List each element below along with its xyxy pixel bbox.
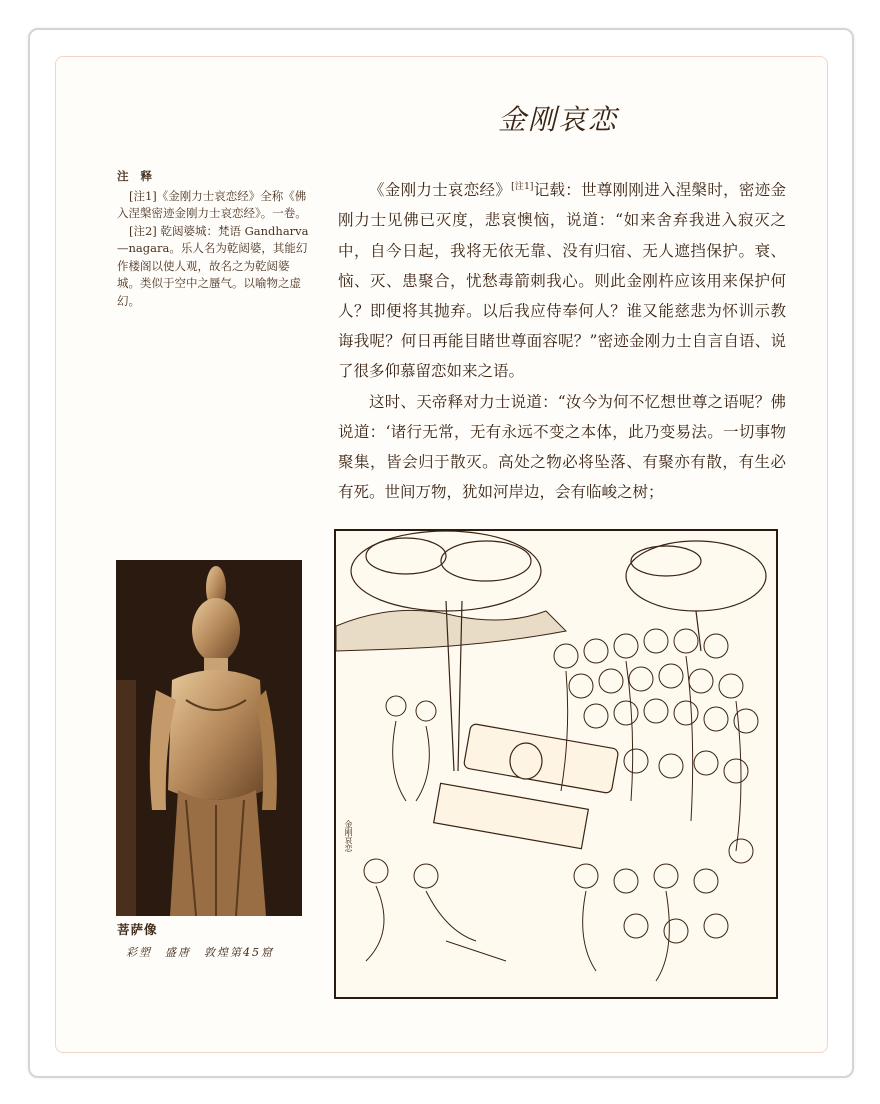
bodhisattva-statue-photo [116, 560, 302, 916]
woodcut-image [336, 531, 776, 997]
note-2: [注2] 乾闼婆城：梵语 Gandharva—nagara。乐人名为乾闼婆，其能幻作楼阁以使人观，故名之为乾闼婆城。类似于空中之蜃气。以喻物之虚幻。 [117, 223, 309, 308]
statue-image [116, 560, 302, 916]
notes-heading: 注 释 [117, 169, 157, 183]
sutra-title: 《金刚力士哀恋经》 [369, 181, 512, 200]
statue-caption: 菩萨像 [117, 922, 158, 937]
statue-subcaption: 彩塑 盛唐 敦煌第45窟 [126, 946, 274, 959]
woodcut-vertical-label: 金刚哀恋 [344, 820, 353, 852]
paragraph-1-text: 记载：世尊刚刚进入涅槃时，密迹金刚力士见佛已灭度，悲哀懊恼，说道：“如来舍弃我进入寂灭之中，自今日起，我将无依无靠、没有归宿、无人遮挡保护。衰、恼、灭、患聚合，忧愁毒箭刺我心。则此金刚杵应该用来保护何人？即便将其抛弃。以后我应侍奉何人？谁又能慈悲为怀训示教诲我呢？何日再能目睹世尊面容呢？”密迹金刚力士自言自语、说了很多仰慕留恋如来之语。 [338, 181, 786, 381]
footnote-ref: [注1] [511, 182, 534, 192]
note-1: [注1]《金刚力士哀恋经》全称《佛入涅槃密迹金刚力士哀恋经》。一卷。 [117, 188, 307, 220]
paragraph-2: 这时、天帝释对力士说道：“汝今为何不忆想世尊之语呢？佛说道：‘诸行无常，无有永远不变之本体，此乃变易法。一切事物聚集，皆会归于散灭。高处之物必将坠落、有聚亦有散，有生必有死。世间万物，犹如河岸边，会有临峻之树； [338, 392, 786, 502]
paragraph-1 [338, 172, 786, 387]
notes-column [117, 168, 309, 310]
nirvana-woodcut-illustration [334, 529, 778, 999]
page-title: 金刚哀恋 [498, 103, 619, 136]
main-text [338, 172, 786, 507]
